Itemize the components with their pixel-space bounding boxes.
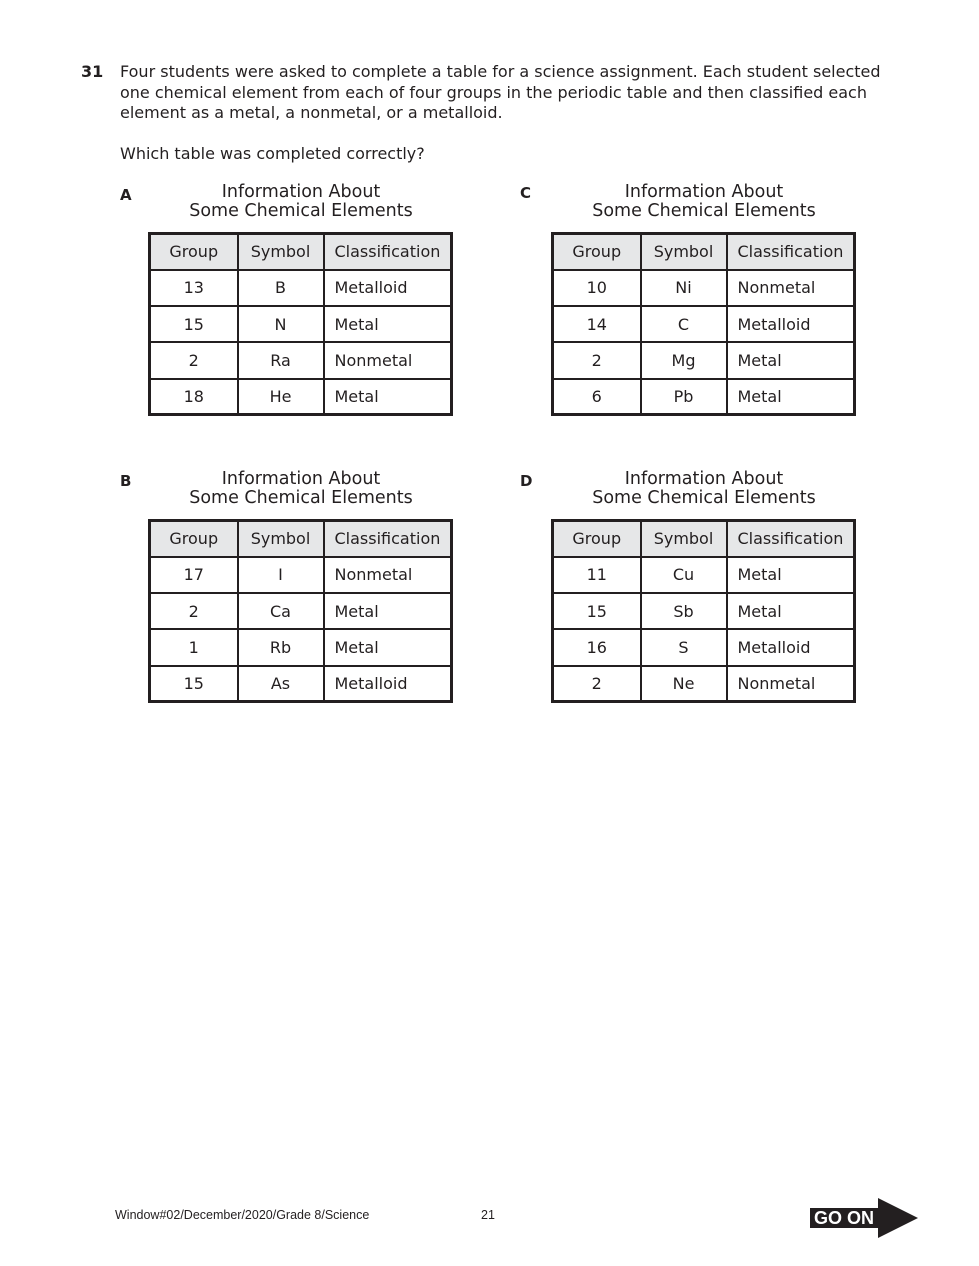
header-cell: Classification [324, 234, 452, 270]
table-row [553, 629, 855, 665]
group-cell: 11 [553, 557, 641, 593]
header-row [150, 234, 452, 270]
symbol-cell: Pb [641, 379, 727, 415]
header-row [553, 234, 855, 270]
group-cell: 16 [553, 629, 641, 665]
classification-cell: Metal [727, 557, 855, 593]
classification-cell: Metal [324, 306, 452, 342]
go-on-label: GO ON [814, 1208, 875, 1228]
table-row [553, 557, 855, 593]
symbol-cell: Rb [238, 629, 324, 665]
group-cell: 10 [553, 270, 641, 306]
classification-cell: Metal [324, 379, 452, 415]
classification-cell: Metal [727, 342, 855, 378]
table-row [553, 270, 855, 306]
group-cell: 15 [150, 306, 238, 342]
group-cell: 1 [150, 629, 238, 665]
table-row [150, 306, 452, 342]
option-letter: C [520, 184, 532, 202]
elements-table [551, 232, 856, 416]
header-row [150, 521, 452, 557]
elements-table [551, 519, 856, 703]
table-row [150, 342, 452, 378]
symbol-cell: Ra [238, 342, 324, 378]
table-row [150, 593, 452, 629]
header-cell: Group [553, 521, 641, 557]
option-letter: A [120, 186, 132, 204]
group-cell: 6 [553, 379, 641, 415]
group-cell: 2 [150, 593, 238, 629]
table-caption [146, 470, 456, 508]
caption-line-2: Some Chemical Elements [189, 488, 413, 508]
classification-cell: Nonmetal [324, 342, 452, 378]
elements-table [148, 519, 453, 703]
classification-cell: Metalloid [324, 270, 452, 306]
table-caption [549, 183, 859, 221]
symbol-cell: S [641, 629, 727, 665]
symbol-cell: Ca [238, 593, 324, 629]
group-cell: 2 [553, 342, 641, 378]
caption-line-2: Some Chemical Elements [189, 201, 413, 221]
table-row [553, 593, 855, 629]
symbol-cell: C [641, 306, 727, 342]
symbol-cell: Ne [641, 666, 727, 702]
classification-cell: Metal [727, 593, 855, 629]
symbol-cell: B [238, 270, 324, 306]
symbol-cell: As [238, 666, 324, 702]
classification-cell: Metalloid [727, 629, 855, 665]
classification-cell: Metal [324, 629, 452, 665]
symbol-cell: Cu [641, 557, 727, 593]
table-caption [549, 470, 859, 508]
question-number: 31 [81, 62, 104, 81]
symbol-cell: I [238, 557, 324, 593]
symbol-cell: He [238, 379, 324, 415]
caption-line-2: Some Chemical Elements [592, 201, 816, 221]
symbol-cell: Sb [641, 593, 727, 629]
header-cell: Group [150, 234, 238, 270]
group-cell: 15 [150, 666, 238, 702]
caption-line-1: Information About [221, 182, 381, 202]
caption-line-1: Information About [624, 182, 784, 202]
header-cell: Group [553, 234, 641, 270]
classification-cell: Metalloid [324, 666, 452, 702]
table-row [150, 270, 452, 306]
classification-cell: Metal [324, 593, 452, 629]
header-row [553, 521, 855, 557]
table-row [150, 557, 452, 593]
footer-source: Window#02/December/2020/Grade 8/Science [115, 1208, 370, 1222]
option-letter: B [120, 472, 132, 490]
option-letter: D [520, 472, 533, 490]
symbol-cell: N [238, 306, 324, 342]
group-cell: 14 [553, 306, 641, 342]
header-cell: Classification [727, 234, 855, 270]
header-cell: Symbol [238, 521, 324, 557]
header-cell: Group [150, 521, 238, 557]
classification-cell: Metal [727, 379, 855, 415]
table-row [553, 306, 855, 342]
question-text: Four students were asked to complete a table for a science assignment. Each student selected one chemical element from each of four groups in the periodic table and then classified each element as a metal, a nonmetal, or a metalloid. [120, 62, 881, 122]
caption-line-1: Information About [221, 469, 381, 489]
group-cell: 2 [553, 666, 641, 702]
table-row [150, 666, 452, 702]
group-cell: 17 [150, 557, 238, 593]
header-cell: Symbol [641, 234, 727, 270]
classification-cell: Nonmetal [727, 666, 855, 702]
header-cell: Symbol [641, 521, 727, 557]
group-cell: 15 [553, 593, 641, 629]
table-row [150, 629, 452, 665]
table-row [150, 379, 452, 415]
elements-table [148, 232, 453, 416]
caption-line-1: Information About [624, 469, 784, 489]
classification-cell: Nonmetal [324, 557, 452, 593]
symbol-cell: Mg [641, 342, 727, 378]
symbol-cell: Ni [641, 270, 727, 306]
group-cell: 2 [150, 342, 238, 378]
group-cell: 18 [150, 379, 238, 415]
classification-cell: Metalloid [727, 306, 855, 342]
table-row [553, 342, 855, 378]
header-cell: Symbol [238, 234, 324, 270]
table-caption [146, 183, 456, 221]
classification-cell: Nonmetal [727, 270, 855, 306]
table-row [553, 379, 855, 415]
header-cell: Classification [727, 521, 855, 557]
question-prompt: Which table was completed correctly? [120, 144, 425, 163]
caption-line-2: Some Chemical Elements [592, 488, 816, 508]
page-number: 21 [481, 1208, 495, 1222]
header-cell: Classification [324, 521, 452, 557]
table-row [553, 666, 855, 702]
group-cell: 13 [150, 270, 238, 306]
